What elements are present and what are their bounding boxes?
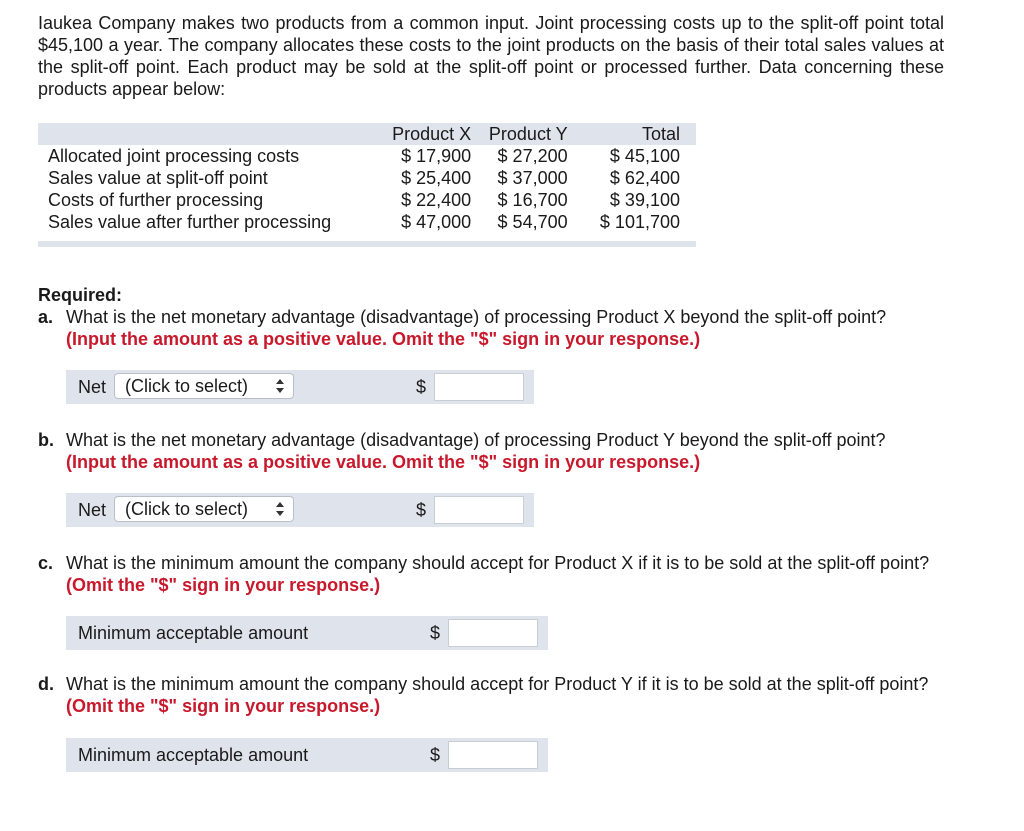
row-label: Sales value at split-off point — [48, 168, 268, 188]
advantage-select-b[interactable] — [114, 496, 294, 522]
problem-intro: Iaukea Company makes two products from a common input. Joint processing costs up to the split-off point total $45,100 a year. The company allocates these costs to the joint products on the basis of their total sales values at the split-off point. Each product may be sold at the split-off point or processed further. Data concerning these products appear below: — [38, 13, 944, 99]
table-row — [38, 211, 696, 233]
dollar-sign: $ — [416, 377, 427, 397]
question-text — [66, 673, 948, 717]
cell-product-y: $ 37,000 — [497, 168, 568, 188]
cell-product-x: $ 25,400 — [401, 168, 472, 188]
row-label: Allocated joint processing costs — [48, 146, 300, 166]
question-text — [66, 429, 948, 473]
answer-row-b — [66, 493, 534, 527]
table-row — [38, 167, 696, 189]
min-amount-input-c[interactable] — [448, 619, 538, 647]
question-letter: a. — [38, 307, 54, 327]
question-instruction: (Input the amount as a positive value. Omit the "$" sign in your response.) — [66, 452, 701, 472]
question-letter: d. — [38, 674, 54, 694]
cell-product-y: $ 27,200 — [497, 146, 568, 166]
cell-total: $ 101,700 — [599, 212, 680, 232]
question-text — [66, 306, 948, 350]
question-letter: c. — [38, 553, 54, 573]
cell-product-x: $ 47,000 — [401, 212, 472, 232]
advantage-select-a[interactable] — [114, 373, 294, 399]
min-amount-input-d[interactable] — [448, 741, 538, 769]
row-label: Costs of further processing — [48, 190, 264, 210]
question-prompt: What is the net monetary advantage (disadvantage) of processing Product X beyond the split-off point? — [66, 307, 887, 327]
select-arrows-icon — [275, 378, 285, 394]
table-row — [38, 145, 696, 167]
col-header-product-y: Product Y — [471, 123, 567, 145]
product-data-table — [38, 123, 696, 247]
question-letter: b. — [38, 430, 54, 450]
dollar-sign: $ — [430, 745, 441, 765]
question-d — [38, 673, 948, 717]
answer-row-c — [66, 616, 548, 650]
cell-total: $ 62,400 — [609, 168, 680, 188]
table-spacer — [38, 233, 696, 241]
question-b — [38, 429, 948, 473]
dollar-sign: $ — [430, 623, 441, 643]
question-prompt: What is the net monetary advantage (disadvantage) of processing Product Y beyond the split-off point? — [66, 430, 886, 450]
question-a — [38, 306, 948, 350]
answer-label: Minimum acceptable amount — [78, 745, 309, 765]
question-instruction: (Omit the "$" sign in your response.) — [66, 575, 381, 595]
question-prompt: What is the minimum amount the company should accept for Product Y if it is to be sold at the split-off point? — [66, 674, 929, 694]
cell-product-x: $ 22,400 — [401, 190, 472, 210]
required-heading: Required: — [38, 285, 123, 305]
table-header-row — [38, 123, 696, 145]
cell-product-y: $ 16,700 — [497, 190, 568, 210]
dollar-sign: $ — [416, 500, 427, 520]
cell-product-x: $ 17,900 — [401, 146, 472, 166]
select-value: (Click to select) — [125, 499, 249, 519]
answer-row-d — [66, 738, 548, 772]
question-c — [38, 552, 948, 596]
question-prompt: What is the minimum amount the company should accept for Product X if it is to be sold at the split-off point? — [66, 553, 930, 573]
answer-row-a — [66, 370, 534, 404]
question-instruction: (Input the amount as a positive value. Omit the "$" sign in your response.) — [66, 329, 701, 349]
table-footer-bar — [38, 241, 696, 247]
answer-label: Net — [78, 500, 107, 520]
col-header-total: Total — [568, 123, 696, 145]
cell-product-y: $ 54,700 — [497, 212, 568, 232]
amount-input-a[interactable] — [434, 373, 524, 401]
cell-total: $ 45,100 — [609, 146, 680, 166]
amount-input-b[interactable] — [434, 496, 524, 524]
answer-label: Net — [78, 377, 107, 397]
select-value: (Click to select) — [125, 376, 249, 396]
question-text — [66, 552, 948, 596]
cell-total: $ 39,100 — [609, 190, 680, 210]
question-instruction: (Omit the "$" sign in your response.) — [66, 696, 381, 716]
table-row — [38, 189, 696, 211]
table-header-blank — [38, 123, 381, 145]
row-label: Sales value after further processing — [48, 212, 332, 232]
select-arrows-icon — [275, 501, 285, 517]
col-header-product-x: Product X — [381, 123, 471, 145]
answer-label: Minimum acceptable amount — [78, 623, 309, 643]
